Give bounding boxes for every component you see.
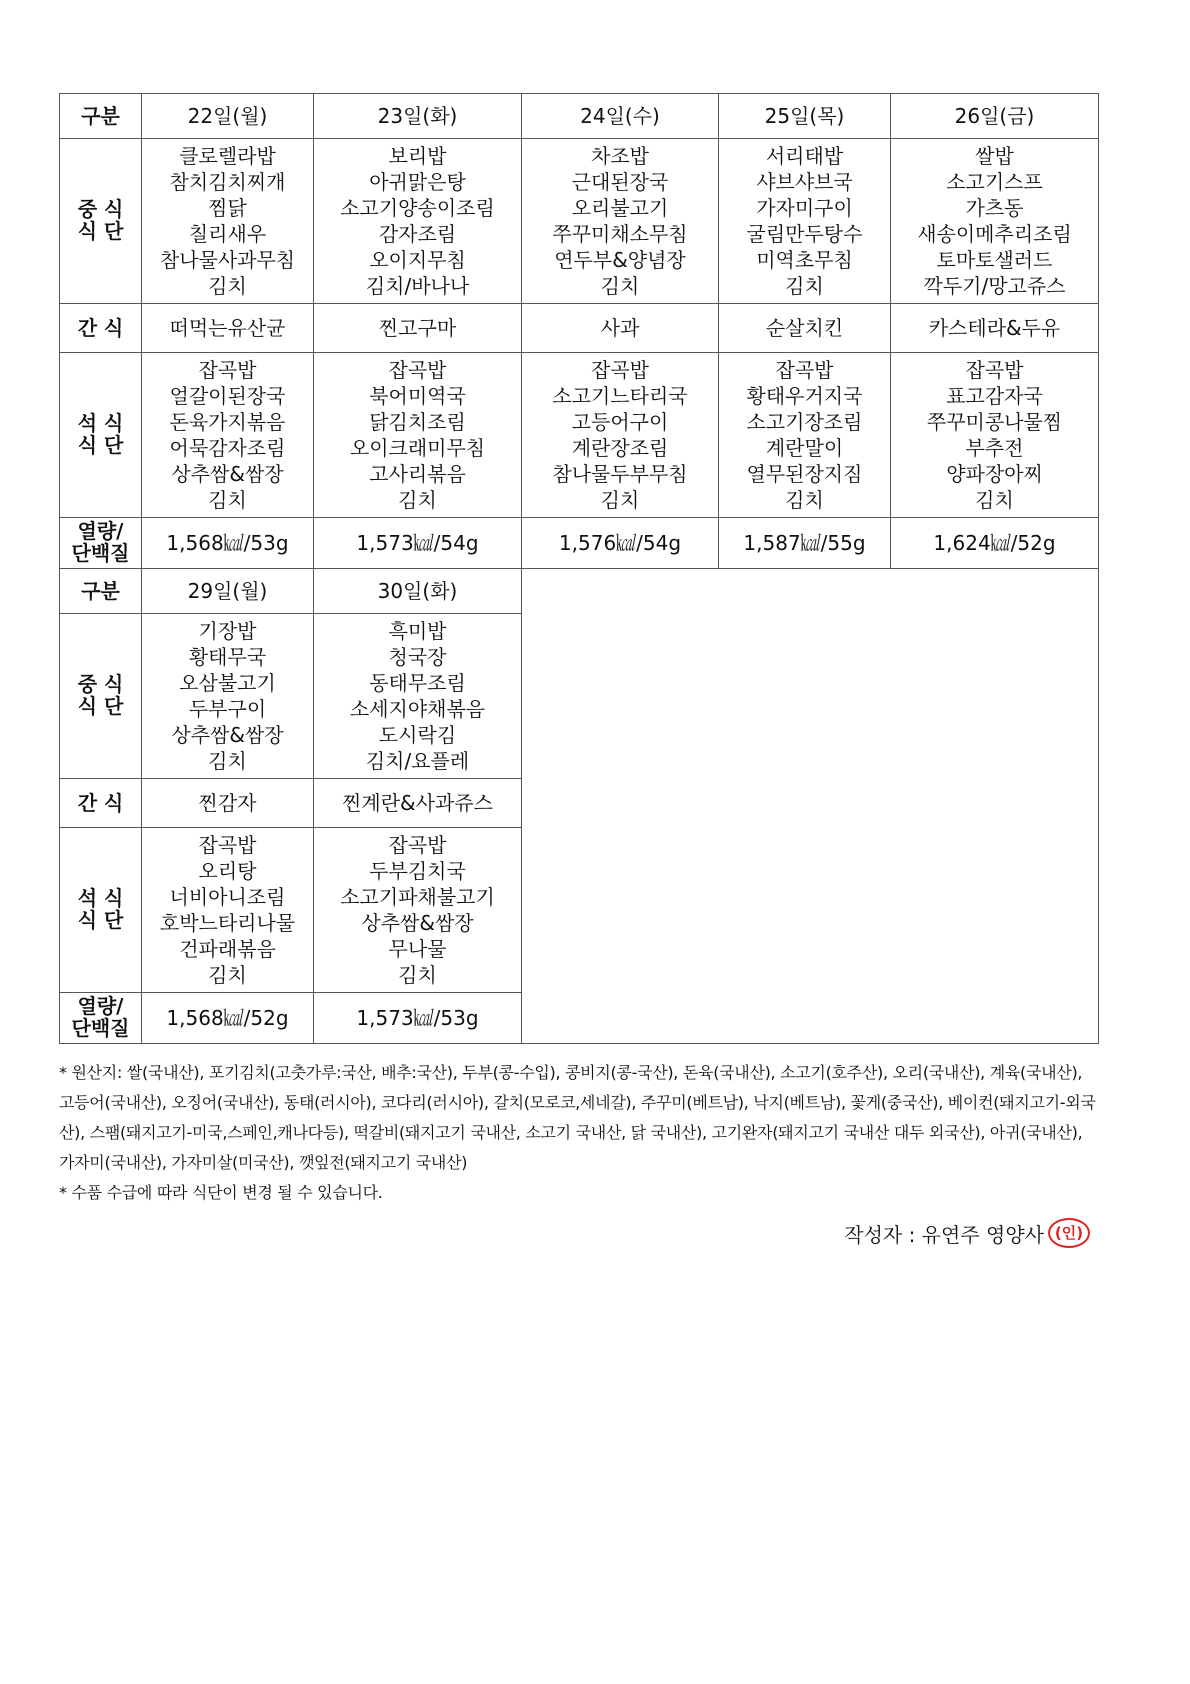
day-header: 30일(화) <box>314 569 522 614</box>
author-line <box>844 1218 1090 1248</box>
week2-header-row <box>60 569 1099 614</box>
author-text: 작성자 : 유연주 영양사 <box>844 1222 1044 1247</box>
week1-header-row <box>60 94 1099 139</box>
seal-stamp: (인) <box>1048 1218 1090 1248</box>
category-label: 구분 <box>60 94 142 139</box>
origin-note: * 원산지: 쌀(국내산), 포기김치(고춧가루:국산, 배추:국산), 두부(콩-수입), 콩비지(콩-국산), 돈육(국내산), 소고기(호주산), 오리(국내산), 계육(국내산), 고등어(국내산), 오징어(국내산), 동태(러시아), 코다리(러시아), 갈치(모로코,세네갈), 주꾸미(베트남), 낙지(베트남), 꽃게(중국산), 베이컨(돼지고기-외국산), 스팸(돼지고기-미국,스페인,캐나다등), 떡갈비(돼지고기 국내산, 소고기 국내산, 닭 국내산), 고기완자(돼지고기 국내산 대두 외국산), 아귀(국내산), 가자미(국내산), 가자미살(미국산), 깻잎전(돼지고기 국내산) <box>59 1063 1096 1172</box>
menu-cell: 서리태밥 샤브샤브국 가자미구이 굴림만두탕수 미역초무침 김치 <box>719 139 891 304</box>
lunch-label: 중 식 식 단 <box>60 614 142 779</box>
nutrition-cell: 1,568㎉/53g <box>142 518 314 569</box>
nutrition-cell: 1,587㎉/55g <box>719 518 891 569</box>
menu-cell: 잡곡밥 황태우거지국 소고기장조림 계란말이 열무된장지짐 김치 <box>719 353 891 518</box>
menu-cell: 잡곡밥 소고기느타리국 고등어구이 계란장조림 참나물두부무침 김치 <box>522 353 719 518</box>
snack-cell: 찐계란&사과쥬스 <box>314 779 522 828</box>
day-header: 26일(금) <box>891 94 1099 139</box>
snack-cell: 사과 <box>522 304 719 353</box>
menu-cell: 흑미밥 청국장 동태무조림 소세지야채볶음 도시락김 김치/요플레 <box>314 614 522 779</box>
snack-label: 간 식 <box>60 304 142 353</box>
week1-lunch-row <box>60 139 1099 304</box>
menu-cell: 잡곡밥 얼갈이된장국 돈육가지볶음 어묵감자조림 상추쌈&쌈장 김치 <box>142 353 314 518</box>
nutrition-cell: 1,624㎉/52g <box>891 518 1099 569</box>
menu-cell: 잡곡밥 두부김치국 소고기파채불고기 상추쌈&쌈장 무나물 김치 <box>314 828 522 993</box>
nutrition-cell: 1,576㎉/54g <box>522 518 719 569</box>
menu-cell: 클로렐라밥 참치김치찌개 찜닭 칠리새우 참나물사과무침 김치 <box>142 139 314 304</box>
snack-cell: 순살치킨 <box>719 304 891 353</box>
nutrition-cell: 1,573㎉/54g <box>314 518 522 569</box>
dinner-label: 석 식 식 단 <box>60 353 142 518</box>
day-header: 25일(목) <box>719 94 891 139</box>
day-header: 23일(화) <box>314 94 522 139</box>
week1-nutrition-row <box>60 518 1099 569</box>
snack-cell: 찐고구마 <box>314 304 522 353</box>
menu-cell: 쌀밥 소고기스프 가츠동 새송이메추리조림 토마토샐러드 깍두기/망고쥬스 <box>891 139 1099 304</box>
menu-cell: 기장밥 황태무국 오삼불고기 두부구이 상추쌈&쌈장 김치 <box>142 614 314 779</box>
category-label: 구분 <box>60 569 142 614</box>
nutrition-label: 열량/ 단백질 <box>60 993 142 1044</box>
week1-snack-row <box>60 304 1099 353</box>
week1-dinner-row <box>60 353 1099 518</box>
nutrition-label: 열량/ 단백질 <box>60 518 142 569</box>
menu-cell: 잡곡밥 표고감자국 쭈꾸미콩나물찜 부추전 양파장아찌 김치 <box>891 353 1099 518</box>
snack-cell: 떠먹는유산균 <box>142 304 314 353</box>
change-note: * 수품 수급에 따라 식단이 변경 될 수 있습니다. <box>59 1183 383 1202</box>
day-header: 29일(월) <box>142 569 314 614</box>
snack-cell: 찐감자 <box>142 779 314 828</box>
menu-cell: 잡곡밥 오리탕 너비아니조림 호박느타리나물 건파래볶음 김치 <box>142 828 314 993</box>
menu-cell: 차조밥 근대된장국 오리불고기 쭈꾸미채소무침 연두부&양념장 김치 <box>522 139 719 304</box>
snack-cell: 카스테라&두유 <box>891 304 1099 353</box>
empty-area <box>522 569 1099 1044</box>
nutrition-cell: 1,573㎉/53g <box>314 993 522 1044</box>
notes <box>59 1058 1099 1208</box>
day-header: 24일(수) <box>522 94 719 139</box>
menu-cell: 잡곡밥 북어미역국 닭김치조림 오이크래미무침 고사리볶음 김치 <box>314 353 522 518</box>
menu-cell: 보리밥 아귀맑은탕 소고기양송이조림 감자조림 오이지무침 김치/바나나 <box>314 139 522 304</box>
day-header: 22일(월) <box>142 94 314 139</box>
meal-plan-table <box>59 93 1099 1044</box>
nutrition-cell: 1,568㎉/52g <box>142 993 314 1044</box>
lunch-label: 중 식 식 단 <box>60 139 142 304</box>
snack-label: 간 식 <box>60 779 142 828</box>
dinner-label: 석 식 식 단 <box>60 828 142 993</box>
